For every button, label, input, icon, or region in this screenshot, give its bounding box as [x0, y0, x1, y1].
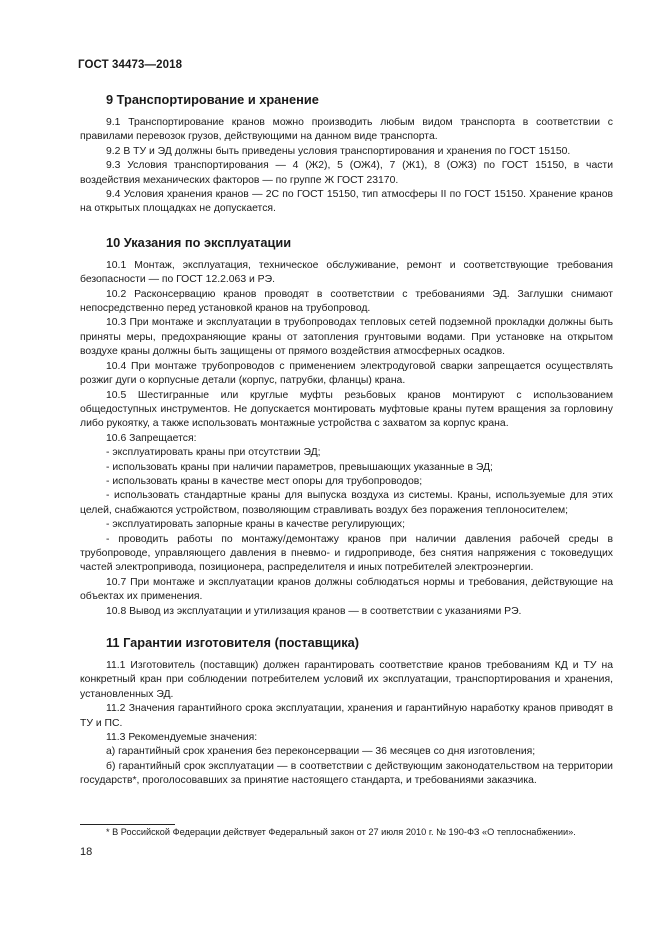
paragraph: 9.4 Условия хранения кранов — 2С по ГОСТ 15150, тип атмосферы II по ГОСТ 15150. Хранение кранов на открытых площадках не допускается. — [80, 189, 613, 215]
list-item: - проводить работы по монтажу/демонтажу кранов при наличии давления рабочей среды в трубопроводе, управляющего давления в пневмо- и гидроприводе, без снятия напряжения с токоведущих частей электропривода, позиционера, распределителя и иных потребителей электроэнергии. — [80, 533, 613, 574]
list-item: - использовать краны в качестве мест опоры для трубопроводов; — [106, 475, 423, 487]
list-item: б) гарантийный срок эксплуатации — в соответствии с действующим законодательством на территории государств*, проголосовавших за принятие настоящего стандарта, и требованиями заказчика. — [80, 760, 613, 787]
paragraph: 10.1 Монтаж, эксплуатация, техническое обслуживание, ремонт и соответствующие требования безопасности — по ГОСТ 12.2.063 и РЭ. — [80, 259, 613, 286]
footnote: * В Российской Федерации действует Федеральный закон от 27 июля 2010 г. № 190-ФЗ «О теплоснабжении». — [106, 827, 576, 837]
footnote-divider — [80, 824, 175, 825]
paragraph: 11.1 Изготовитель (поставщик) должен гарантировать соответствие кранов требованиям КД и ТУ на конкретный кран при соблюдении потребителем условий их эксплуатации, транспортирования и хранения, установленных ЭД. — [80, 660, 613, 700]
section-9 — [80, 92, 613, 217]
document-body — [80, 92, 613, 789]
paragraph: 10.8 Вывод из эксплуатации и утилизация кранов — в соответствии с указаниями РЭ. — [106, 605, 522, 617]
paragraph: 10.7 При монтаже и эксплуатации кранов должны соблюдаться нормы и требования, действующие на объектах их применения. — [80, 576, 613, 603]
paragraph: 10.4 При монтаже трубопроводов с применением электродуговой сварки запрещается осуществлять розжиг дуги о корпусные детали (корпус, патрубки, фланцы) крана. — [80, 360, 613, 387]
paragraph: 9.3 Условия транспортирования — 4 (Ж2), 5 (ОЖ4), 7 (Ж1), 8 (ОЖ3) по ГОСТ 15150, в части воздействия механических факторов — по группе Ж ГОСТ 23170. — [80, 160, 613, 186]
paragraph: 11.2 Значения гарантийного срока эксплуатации, хранения и гарантийную наработку кранов приводят в ТУ и ПС. — [80, 703, 613, 729]
section-10 — [80, 235, 613, 619]
paragraph: 10.6 Запрещается: — [106, 432, 197, 444]
section-11 — [80, 635, 613, 789]
list-item: - эксплуатировать краны при отсутствии ЭД; — [106, 447, 321, 459]
section-title: 10 Указания по эксплуатации — [106, 234, 292, 250]
section-title: 11 Гарантии изготовителя (поставщика) — [106, 635, 360, 650]
paragraph: 9.1 Транспортирование кранов можно производить любым видом транспорта в соответствии с правилами перевозок грузов, действующими на данном виде транспорта. — [80, 117, 613, 143]
standard-header: ГОСТ 34473—2018 — [78, 59, 183, 71]
paragraph: 10.2 Расконсервацию кранов проводят в соответствии с требованиями ЭД. Заглушки снимают непосредственно перед установкой кранов на трубопровод. — [80, 288, 613, 315]
list-item: - эксплуатировать запорные краны в качестве регулирующих; — [106, 519, 405, 531]
paragraph: 10.3 При монтаже и эксплуатации в трубопроводах тепловых сетей подземной прокладки должны быть приняты меры, предохраняющие краны от затопления грунтовыми водами. При установке на открытом воздухе краны должны быть защищены от прямого воздействия атмосферных осадков. — [80, 317, 613, 358]
page-number: 18 — [80, 846, 93, 858]
list-item: - использовать краны при наличии параметров, превышающих указанные в ЭД; — [106, 461, 493, 473]
paragraph: 10.5 Шестигранные или круглые муфты резьбовых кранов монтируют с использованием общедоступных инструментов. Не допускается монтировать муфтовые краны путем вращения за горловину либо рукоятку, а также использовать монтажные устройства с захватом за корпус крана. — [80, 389, 613, 430]
paragraph: 11.3 Рекомендуемые значения: — [106, 732, 258, 744]
list-item: а) гарантийный срок хранения без переконсервации — 36 месяцев со дня изготовления; — [106, 746, 536, 758]
list-item: - использовать стандартные краны для выпуска воздуха из системы. Краны, используемые для этих целей, снабжаются устройством, позволяющим стравливать воздух без поражения теплоносителем; — [80, 490, 613, 516]
section-title: 9 Транспортирование и хранение — [106, 92, 319, 107]
paragraph: 9.2 В ТУ и ЭД должны быть приведены условия транспортирования и хранения по ГОСТ 15150. — [106, 145, 571, 157]
